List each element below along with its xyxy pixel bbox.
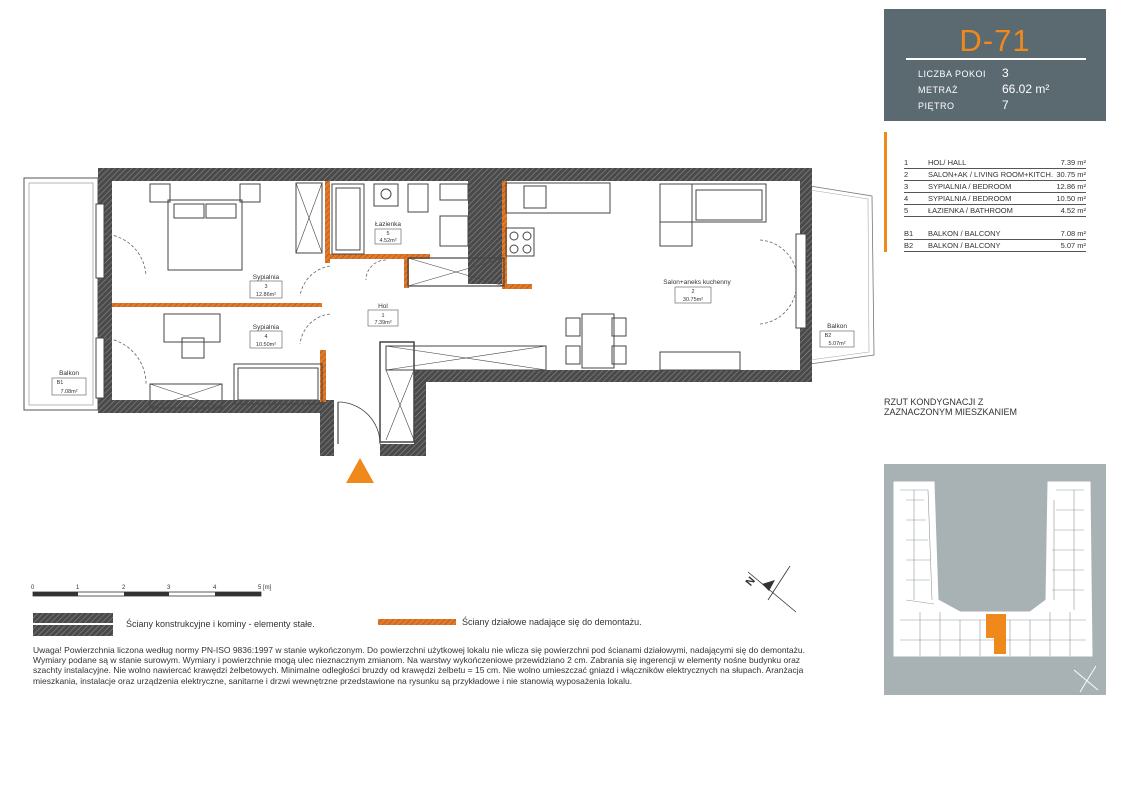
label-lazienka-name: Łazienka [374, 221, 402, 228]
table-row [904, 228, 1086, 240]
label-b2-name: Balkon [827, 323, 847, 330]
room-name: SALON+AK / LIVING ROOM+KITCH. [928, 170, 1054, 179]
label-lazienka-no: 5 [386, 231, 390, 237]
room-area: 10.50 m² [1056, 194, 1086, 203]
label-hol-no: 1 [381, 313, 385, 319]
north-label: N [743, 574, 758, 589]
room-area: 12.86 m² [1056, 182, 1086, 191]
stat-floor-label: PIĘTRO [918, 101, 955, 111]
label-b2-no: B2 [824, 333, 832, 339]
scale-tick-label: 3 [167, 585, 171, 591]
table-row [904, 205, 1086, 217]
label-sypialnia3-name: Sypialnia [252, 274, 280, 281]
label-salon-area: 30.75m² [682, 297, 704, 303]
room-no: 2 [904, 170, 909, 179]
structural-walls [98, 168, 812, 456]
room-no: 5 [904, 206, 909, 215]
disclaimer-note: Uwaga! Powierzchnia liczona według normy PN-ISO 9836:1997 w stanie wykończonym. Do powierzchni użytkowej lokalu nie wlicza się powierzchni pod ścianami działowymi, nadającymi się do demontażu. Wymiary podane są w stanie surowym. Wymiary i powierzchnie mogą ulec nieznacznym zmianom. Na warstwy wykończeniowe przewidziano 2 cm. Zabrania się ingerencji w elementy nośne budynku oraz szachty instalacyjne. Nie wolno nawiercać krawędzi żelbetowych. Minimalne odległości bruzdy od krawędzi żelbetu = 15 cm. Nie wolno umieszczać gniazd i włączników elektrycznych na słupach. Aranżacja mieszkania, instalacje oraz urządzenia elektryczne, sanitarne i drzwi wewnętrzne przedstawione na rysunku są przykładowe i nie stanowią wyposażenia lokalu. [33, 645, 805, 686]
desk-furniture [150, 314, 322, 408]
label-hol-area: 7.39m² [374, 320, 392, 326]
room-no: B1 [904, 229, 914, 238]
room-name: SYPIALNIA / BEDROOM [928, 182, 1012, 191]
apartment-code: D-71 [959, 23, 1031, 58]
key-plan [884, 464, 1106, 695]
legend-structural-text: Ściany konstrukcyjne i kominy - elementy stałe. [126, 619, 315, 629]
scale-tick-label: 4 [213, 585, 217, 591]
header-divider [906, 58, 1086, 60]
scale-tick-label: 0 [31, 585, 35, 591]
stat-rooms-label: LICZBA POKOI [918, 69, 987, 79]
table-row [904, 181, 1086, 193]
label-sypialnia3-area: 12.86m² [255, 292, 277, 298]
sofa [660, 184, 766, 246]
accent-bar [884, 132, 887, 252]
label-b1-name: Balkon [59, 370, 79, 377]
stat-floor-value: 7 [1002, 98, 1009, 112]
label-sypialnia4-no: 4 [264, 334, 268, 340]
table-row [904, 169, 1086, 181]
label-b1-no: B1 [56, 380, 64, 386]
keyplan-caption-line: RZUT KONDYGNACJI Z [884, 397, 984, 407]
stat-area-label: METRAŻ [918, 85, 958, 95]
label-lazienka-area: 4.52m² [379, 238, 397, 244]
room-no: 1 [904, 158, 909, 167]
room-name: HOL/ HALL [928, 158, 967, 167]
bed-double [150, 184, 260, 270]
north-arrow-icon [748, 566, 796, 612]
table-row [904, 157, 1086, 169]
entrance-door [338, 402, 380, 444]
label-sypialnia4-area: 10.50m² [255, 342, 277, 348]
apartment-header [884, 9, 1106, 121]
kitchen-fixtures [506, 183, 610, 256]
dining-table [566, 314, 740, 370]
entrance-arrow-icon [346, 458, 374, 483]
room-area: 7.39 m² [1060, 158, 1086, 167]
room-name: SYPIALNIA / BEDROOM [928, 194, 1012, 203]
label-b2-area: 5.07m² [828, 341, 846, 347]
scale-bar [33, 592, 261, 596]
room-area: 4.52 m² [1060, 206, 1086, 215]
stat-area-value: 66.02 m² [1002, 82, 1050, 96]
keyplan-caption [884, 397, 1017, 417]
legend-removable-text: Ściany działowe nadające się do demontażu. [462, 617, 642, 627]
doors [104, 234, 796, 384]
table-row [904, 240, 1086, 252]
room-no: 3 [904, 182, 909, 191]
scale-tick-label: 2 [122, 585, 126, 591]
label-hol-name: Hol [378, 303, 388, 310]
legend-removable-swatch [378, 619, 456, 625]
keyplan-caption-line: ZAZNACZONYM MIESZKANIEM [884, 407, 1018, 417]
rooms-table [884, 132, 1088, 252]
scale-tick-label: 5 [m] [258, 585, 272, 591]
room-no: 4 [904, 194, 909, 203]
room-name: ŁAZIENKA / BATHROOM [928, 206, 1013, 215]
room-name: BALKON / BALCONY [928, 229, 1001, 238]
room-area: 30.75 m² [1056, 170, 1086, 179]
label-salon-no: 2 [691, 289, 695, 295]
label-salon-name: Salon+aneks kuchenny [663, 279, 731, 286]
label-sypialnia3-no: 3 [264, 284, 268, 290]
stat-rooms-value: 3 [1002, 66, 1009, 80]
room-no: B2 [904, 241, 914, 250]
label-b1-area: 7.08m² [60, 389, 78, 395]
label-sypialnia4-name: Sypialnia [252, 324, 280, 331]
room-name: BALKON / BALCONY [928, 241, 1001, 250]
table-row [904, 193, 1086, 205]
room-area: 7.08 m² [1060, 229, 1086, 238]
room-area: 5.07 m² [1060, 241, 1086, 250]
scale-tick-label: 1 [76, 585, 80, 591]
